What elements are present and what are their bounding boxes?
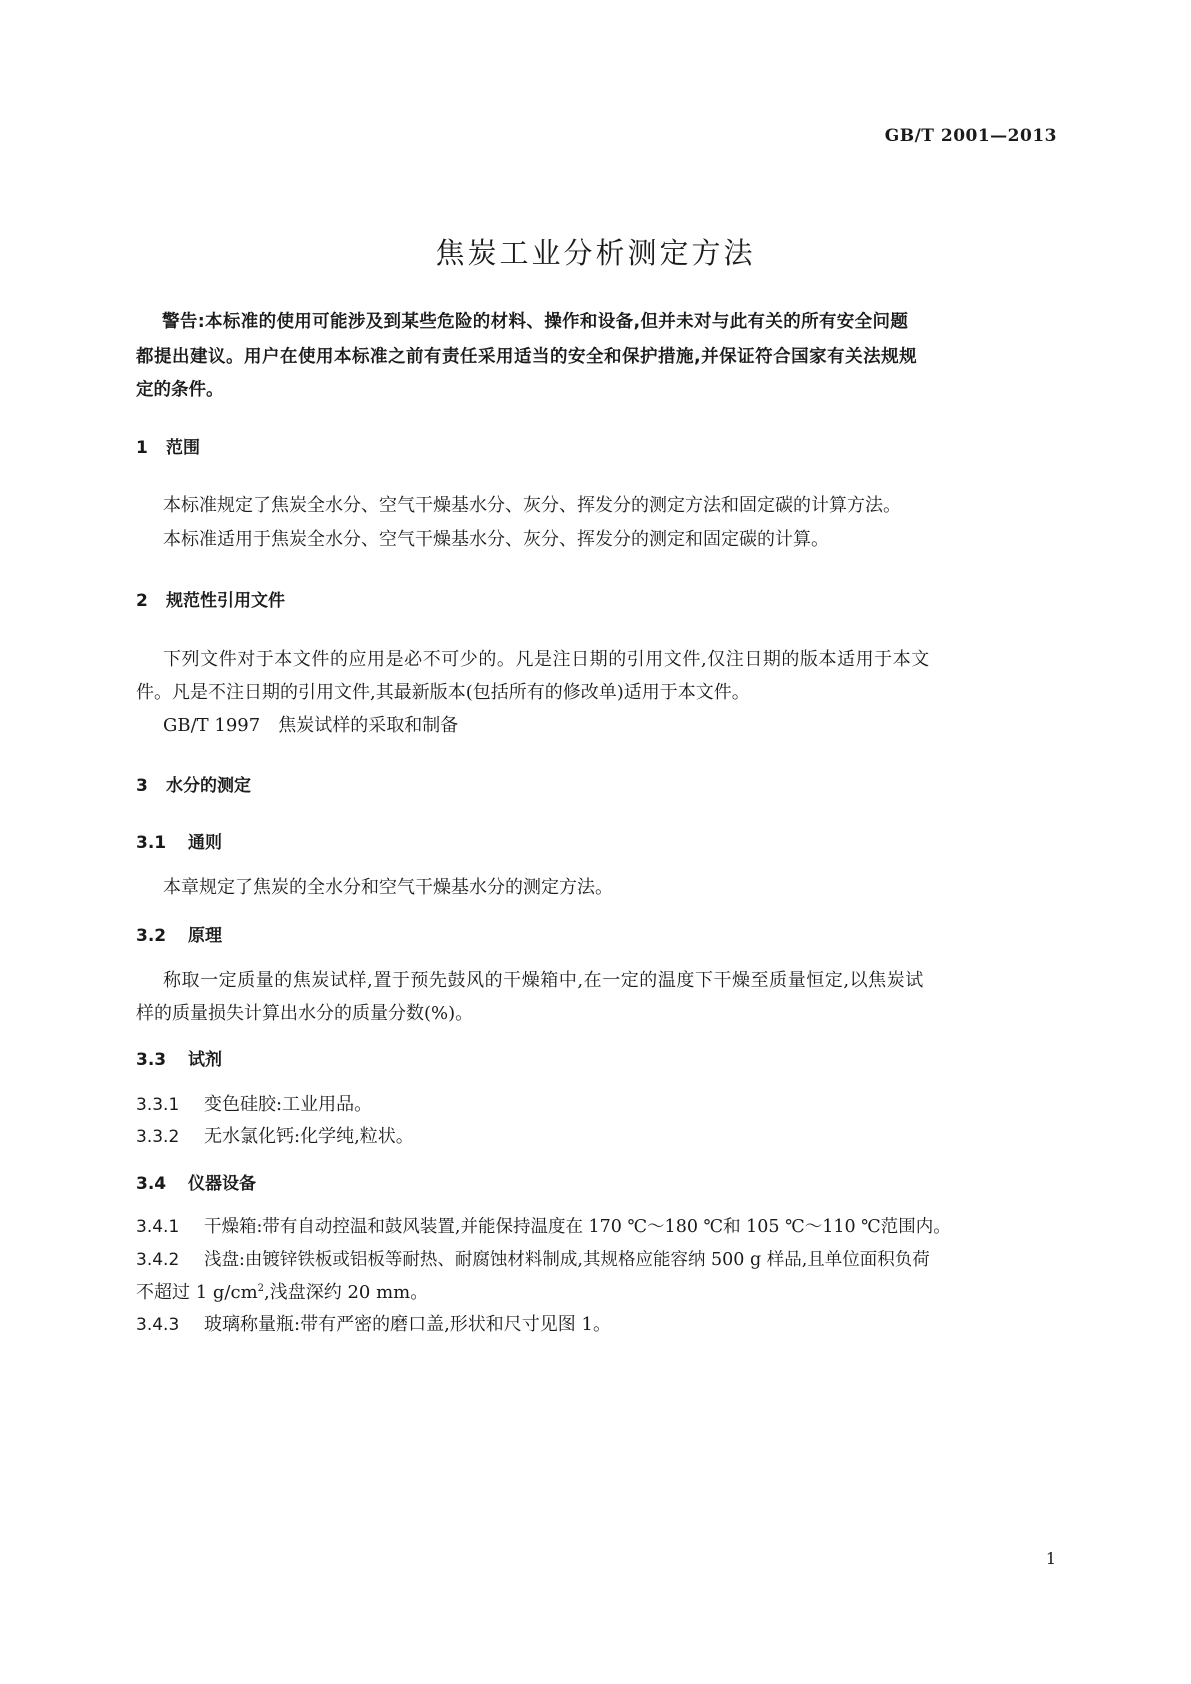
subsection-heading (136, 828, 222, 853)
subsection-number: 3.1 (136, 833, 167, 853)
subsection-number: 3.4 (136, 1174, 167, 1194)
section-heading (136, 771, 251, 796)
subsection-heading (136, 921, 222, 946)
warning-line: 都提出建议。用户在使用本标准之前有责任采用适当的安全和保护措施,并保证符合国家有关法规规 (136, 347, 918, 367)
subsection-title: 试剂 (188, 1050, 222, 1070)
page-number: 1 (1045, 1549, 1056, 1568)
subsection-number: 3.2 (136, 926, 167, 946)
clause-text: ,浅盘深约 20 mm。 (264, 1282, 429, 1303)
section-number: 3 (136, 776, 148, 796)
clause-item (136, 1122, 414, 1148)
page-title: 焦炭工业分析测定方法 (435, 236, 756, 270)
clause-item (136, 1246, 930, 1271)
clause-text: 干燥箱:带有自动控温和鼓风装置,并能保持温度在 170 ℃～180 ℃和 105 ℃～110 ℃范围内。 (204, 1217, 951, 1237)
subsection-heading (136, 1169, 256, 1194)
subsection-heading (136, 1045, 222, 1070)
warning-line: 警告:本标准的使用可能涉及到某些危险的材料、操作和设备,但并未对与此有关的所有安全问题 (162, 312, 909, 332)
section-title: 范围 (166, 438, 200, 458)
clause-number: 3.3.1 (136, 1095, 180, 1115)
clause-item (136, 1090, 372, 1116)
clause-text: 浅盘:由镀锌铁板或铝板等耐热、耐腐蚀材料制成,其规格应能容纳 500 g 样品,且单位面积负荷 (204, 1250, 930, 1270)
section-number: 2 (136, 591, 148, 611)
clause-item (136, 1213, 951, 1238)
standard-code: GB/T 2001—2013 (884, 126, 1057, 146)
normative-reference: GB/T 1997 焦炭试样的采取和制备 (163, 715, 459, 736)
subsection-number: 3.3 (136, 1050, 167, 1070)
subsection-title: 通则 (188, 833, 222, 853)
paragraph: 样的质量损失计算出水分的质量分数(%)。 (136, 1003, 474, 1024)
clause-number: 3.4.2 (136, 1250, 180, 1270)
paragraph: 本标准规定了焦炭全水分、空气干燥基水分、灰分、挥发分的测定方法和固定碳的计算方法。 (163, 495, 901, 516)
clause-continuation (136, 1278, 428, 1304)
clause-number: 3.4.3 (136, 1315, 180, 1335)
clause-number: 3.3.2 (136, 1127, 180, 1147)
paragraph: 称取一定质量的焦炭试样,置于预先鼓风的干燥箱中,在一定的温度下干燥至质量恒定,以焦炭试 (163, 970, 924, 991)
paragraph: 本章规定了焦炭的全水分和空气干燥基水分的测定方法。 (163, 877, 613, 898)
section-title: 水分的测定 (166, 776, 251, 796)
section-title: 规范性引用文件 (166, 591, 285, 611)
clause-text: 无水氯化钙:化学纯,粒状。 (204, 1126, 414, 1147)
subsection-title: 仪器设备 (188, 1174, 256, 1194)
paragraph: 件。凡是不注日期的引用文件,其最新版本(包括所有的修改单)适用于本文件。 (136, 682, 750, 703)
superscript: 2 (257, 1283, 265, 1294)
section-heading (136, 433, 200, 458)
paragraph: 本标准适用于焦炭全水分、空气干燥基水分、灰分、挥发分的测定和固定碳的计算。 (163, 529, 829, 550)
clause-text: 不超过 1 g/cm (136, 1282, 258, 1303)
clause-number: 3.4.1 (136, 1217, 180, 1237)
paragraph: 下列文件对于本文件的应用是必不可少的。凡是注日期的引用文件,仅注日期的版本适用于本文 (163, 649, 930, 670)
clause-item (136, 1310, 611, 1336)
section-number: 1 (136, 438, 148, 458)
section-heading (136, 586, 285, 611)
clause-text: 变色硅胶:工业用品。 (204, 1094, 373, 1115)
warning-line: 定的条件。 (136, 380, 224, 400)
subsection-title: 原理 (188, 926, 222, 946)
clause-text: 玻璃称量瓶:带有严密的磨口盖,形状和尺寸见图 1。 (204, 1314, 611, 1335)
